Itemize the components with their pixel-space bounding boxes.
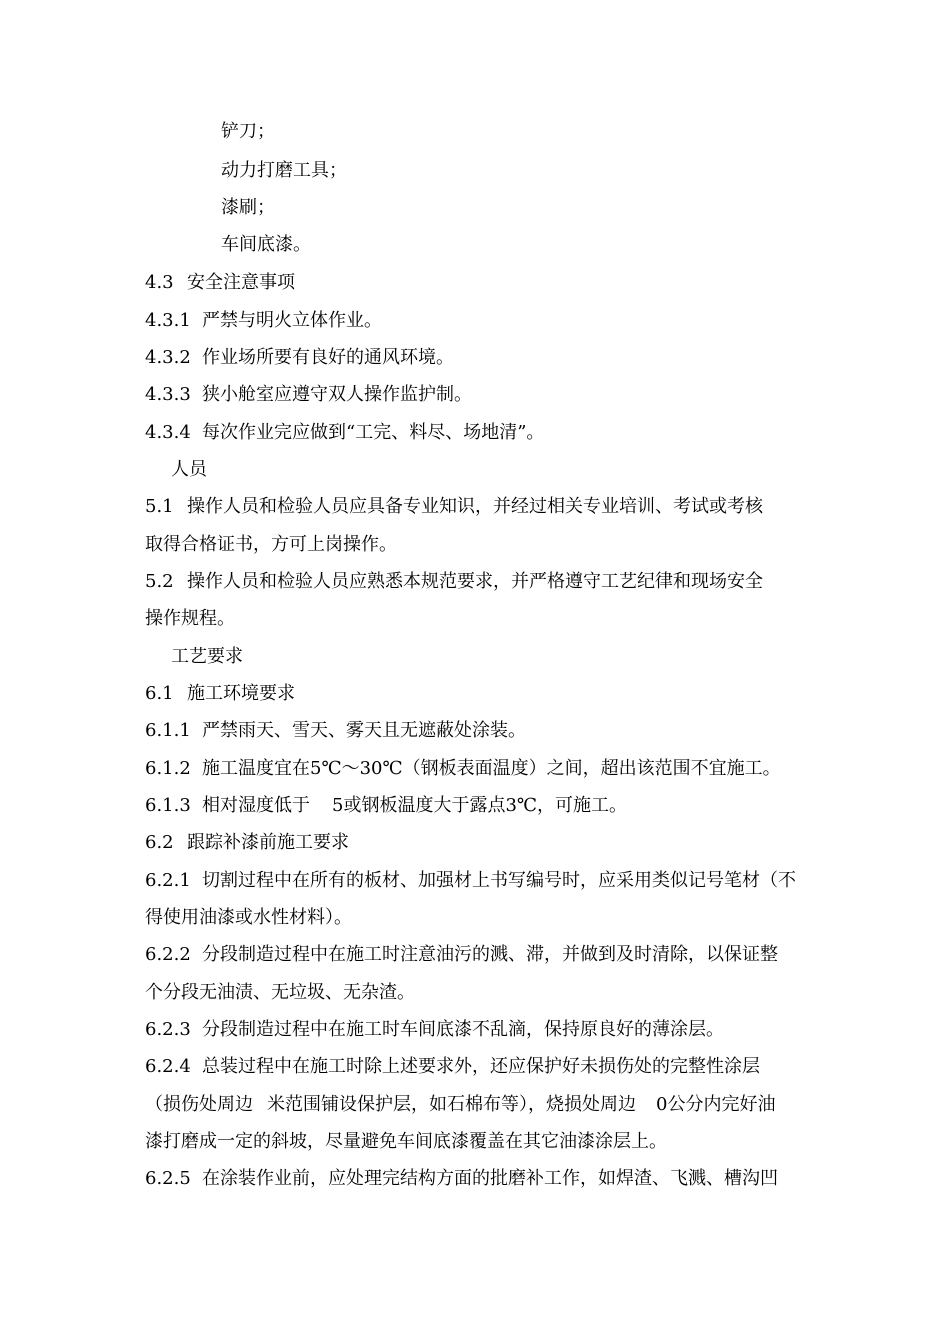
- clause-number: 4.3.1: [145, 310, 191, 331]
- clause-number: 4.3.2: [145, 347, 191, 368]
- section-title: 安全注意事项: [187, 272, 295, 293]
- clause-text: 分段制造过程中在施工时注意油污的溅、滞，并做到及时清除，以保证整: [202, 944, 778, 965]
- clause-text: 5或钢板温度大于露点3℃，可施工。: [332, 795, 628, 816]
- clause-text: 操作人员和检验人员应熟悉本规范要求，并严格遵守工艺纪律和现场安全: [187, 571, 763, 592]
- tool-item: 动力打磨工具；: [221, 160, 347, 181]
- clause-number: 6.1.3: [145, 795, 191, 816]
- clause-text: 0公分内完好油: [656, 1094, 776, 1115]
- clause-6-2-2-continuation: 个分段无油渍、无垃圾、无杂渣。: [145, 982, 415, 1003]
- clause-5-1: [145, 496, 763, 520]
- clause-5-1-continuation: 取得合格证书，方可上岗操作。: [145, 534, 397, 555]
- clause-4-3-2: [145, 347, 454, 371]
- clause-text: 切割过程中在所有的板材、加强材上书写编号时，应采用类似记号笔材（不: [202, 870, 796, 891]
- clause-6-2-4-continuation: 漆打磨成一定的斜坡，尽量避免车间底漆覆盖在其它油漆涂层上。: [145, 1131, 667, 1152]
- clause-6-2-4-continuation: [145, 1094, 775, 1118]
- clause-text: 每次作业完应做到“工完、料尽、场地清”。: [202, 422, 545, 443]
- clause-text: 操作人员和检验人员应具备专业知识，并经过相关专业培训、考试或考核: [187, 496, 763, 517]
- clause-text: 在涂装作业前，应处理完结构方面的批磨补工作，如焊渣、飞溅、槽沟凹: [202, 1168, 778, 1189]
- clause-text: 作业场所要有良好的通风环境。: [202, 347, 454, 368]
- clause-6-1-1: [145, 720, 526, 744]
- section-title: 施工环境要求: [187, 683, 295, 704]
- section-6-heading: 工艺要求: [171, 646, 243, 667]
- clause-text: 施工温度宜在5℃～30℃（钢板表面温度）之间，超出该范围不宜施工。: [202, 758, 781, 779]
- clause-number: 5.1: [145, 496, 174, 517]
- clause-text: 相对湿度低于: [202, 795, 310, 816]
- clause-6-1-3: [145, 795, 627, 819]
- clause-6-1-2: [145, 758, 781, 782]
- tool-item: 漆刷；: [221, 197, 275, 218]
- clause-number: 6.2.5: [145, 1168, 191, 1189]
- section-6-2-heading: [145, 832, 349, 856]
- clause-5-2: [145, 571, 763, 595]
- clause-number: 6.2.1: [145, 870, 191, 891]
- tool-item: 铲刀；: [221, 121, 275, 142]
- clause-5-2-continuation: 操作规程。: [145, 608, 235, 629]
- clause-text: 米范围铺设保护层，如石棉布等），烧损处周边: [267, 1094, 636, 1115]
- section-number: 4.3: [145, 272, 174, 293]
- clause-text: 严禁与明火立体作业。: [202, 310, 382, 331]
- clause-number: 6.1.1: [145, 720, 191, 741]
- clause-4-3-1: [145, 310, 382, 334]
- section-number: 6.2: [145, 832, 174, 853]
- section-6-1-heading: [145, 683, 295, 707]
- clause-6-2-1: [145, 870, 796, 894]
- clause-number: 6.2.2: [145, 944, 191, 965]
- clause-number: 6.2.4: [145, 1056, 191, 1077]
- section-number: 6.1: [145, 683, 174, 704]
- clause-4-3-4: [145, 422, 544, 446]
- clause-text: 总装过程中在施工时除上述要求外，还应保护好未损伤处的完整性涂层: [202, 1056, 760, 1077]
- clause-text: （损伤处周边: [145, 1094, 253, 1115]
- section-4-3-heading: [145, 272, 295, 296]
- clause-number: 6.2.3: [145, 1019, 191, 1040]
- tool-item: 车间底漆。: [221, 234, 311, 255]
- section-title: 跟踪补漆前施工要求: [187, 832, 349, 853]
- clause-text: 严禁雨天、雪天、雾天且无遮蔽处涂装。: [202, 720, 526, 741]
- clause-text: 狭小舱室应遵守双人操作监护制。: [202, 384, 472, 405]
- clause-text: 分段制造过程中在施工时车间底漆不乱滴，保持原良好的薄涂层。: [202, 1019, 724, 1040]
- clause-6-2-1-continuation: 得使用油漆或水性材料）。: [145, 907, 352, 928]
- clause-number: 4.3.4: [145, 422, 191, 443]
- clause-number: 6.1.2: [145, 758, 191, 779]
- clause-6-2-5: [145, 1168, 778, 1192]
- clause-6-2-3: [145, 1019, 724, 1043]
- clause-6-2-2: [145, 944, 778, 968]
- clause-6-2-4: [145, 1056, 760, 1080]
- clause-number: 4.3.3: [145, 384, 191, 405]
- clause-4-3-3: [145, 384, 472, 408]
- clause-number: 5.2: [145, 571, 174, 592]
- section-5-heading: 人员: [171, 459, 207, 480]
